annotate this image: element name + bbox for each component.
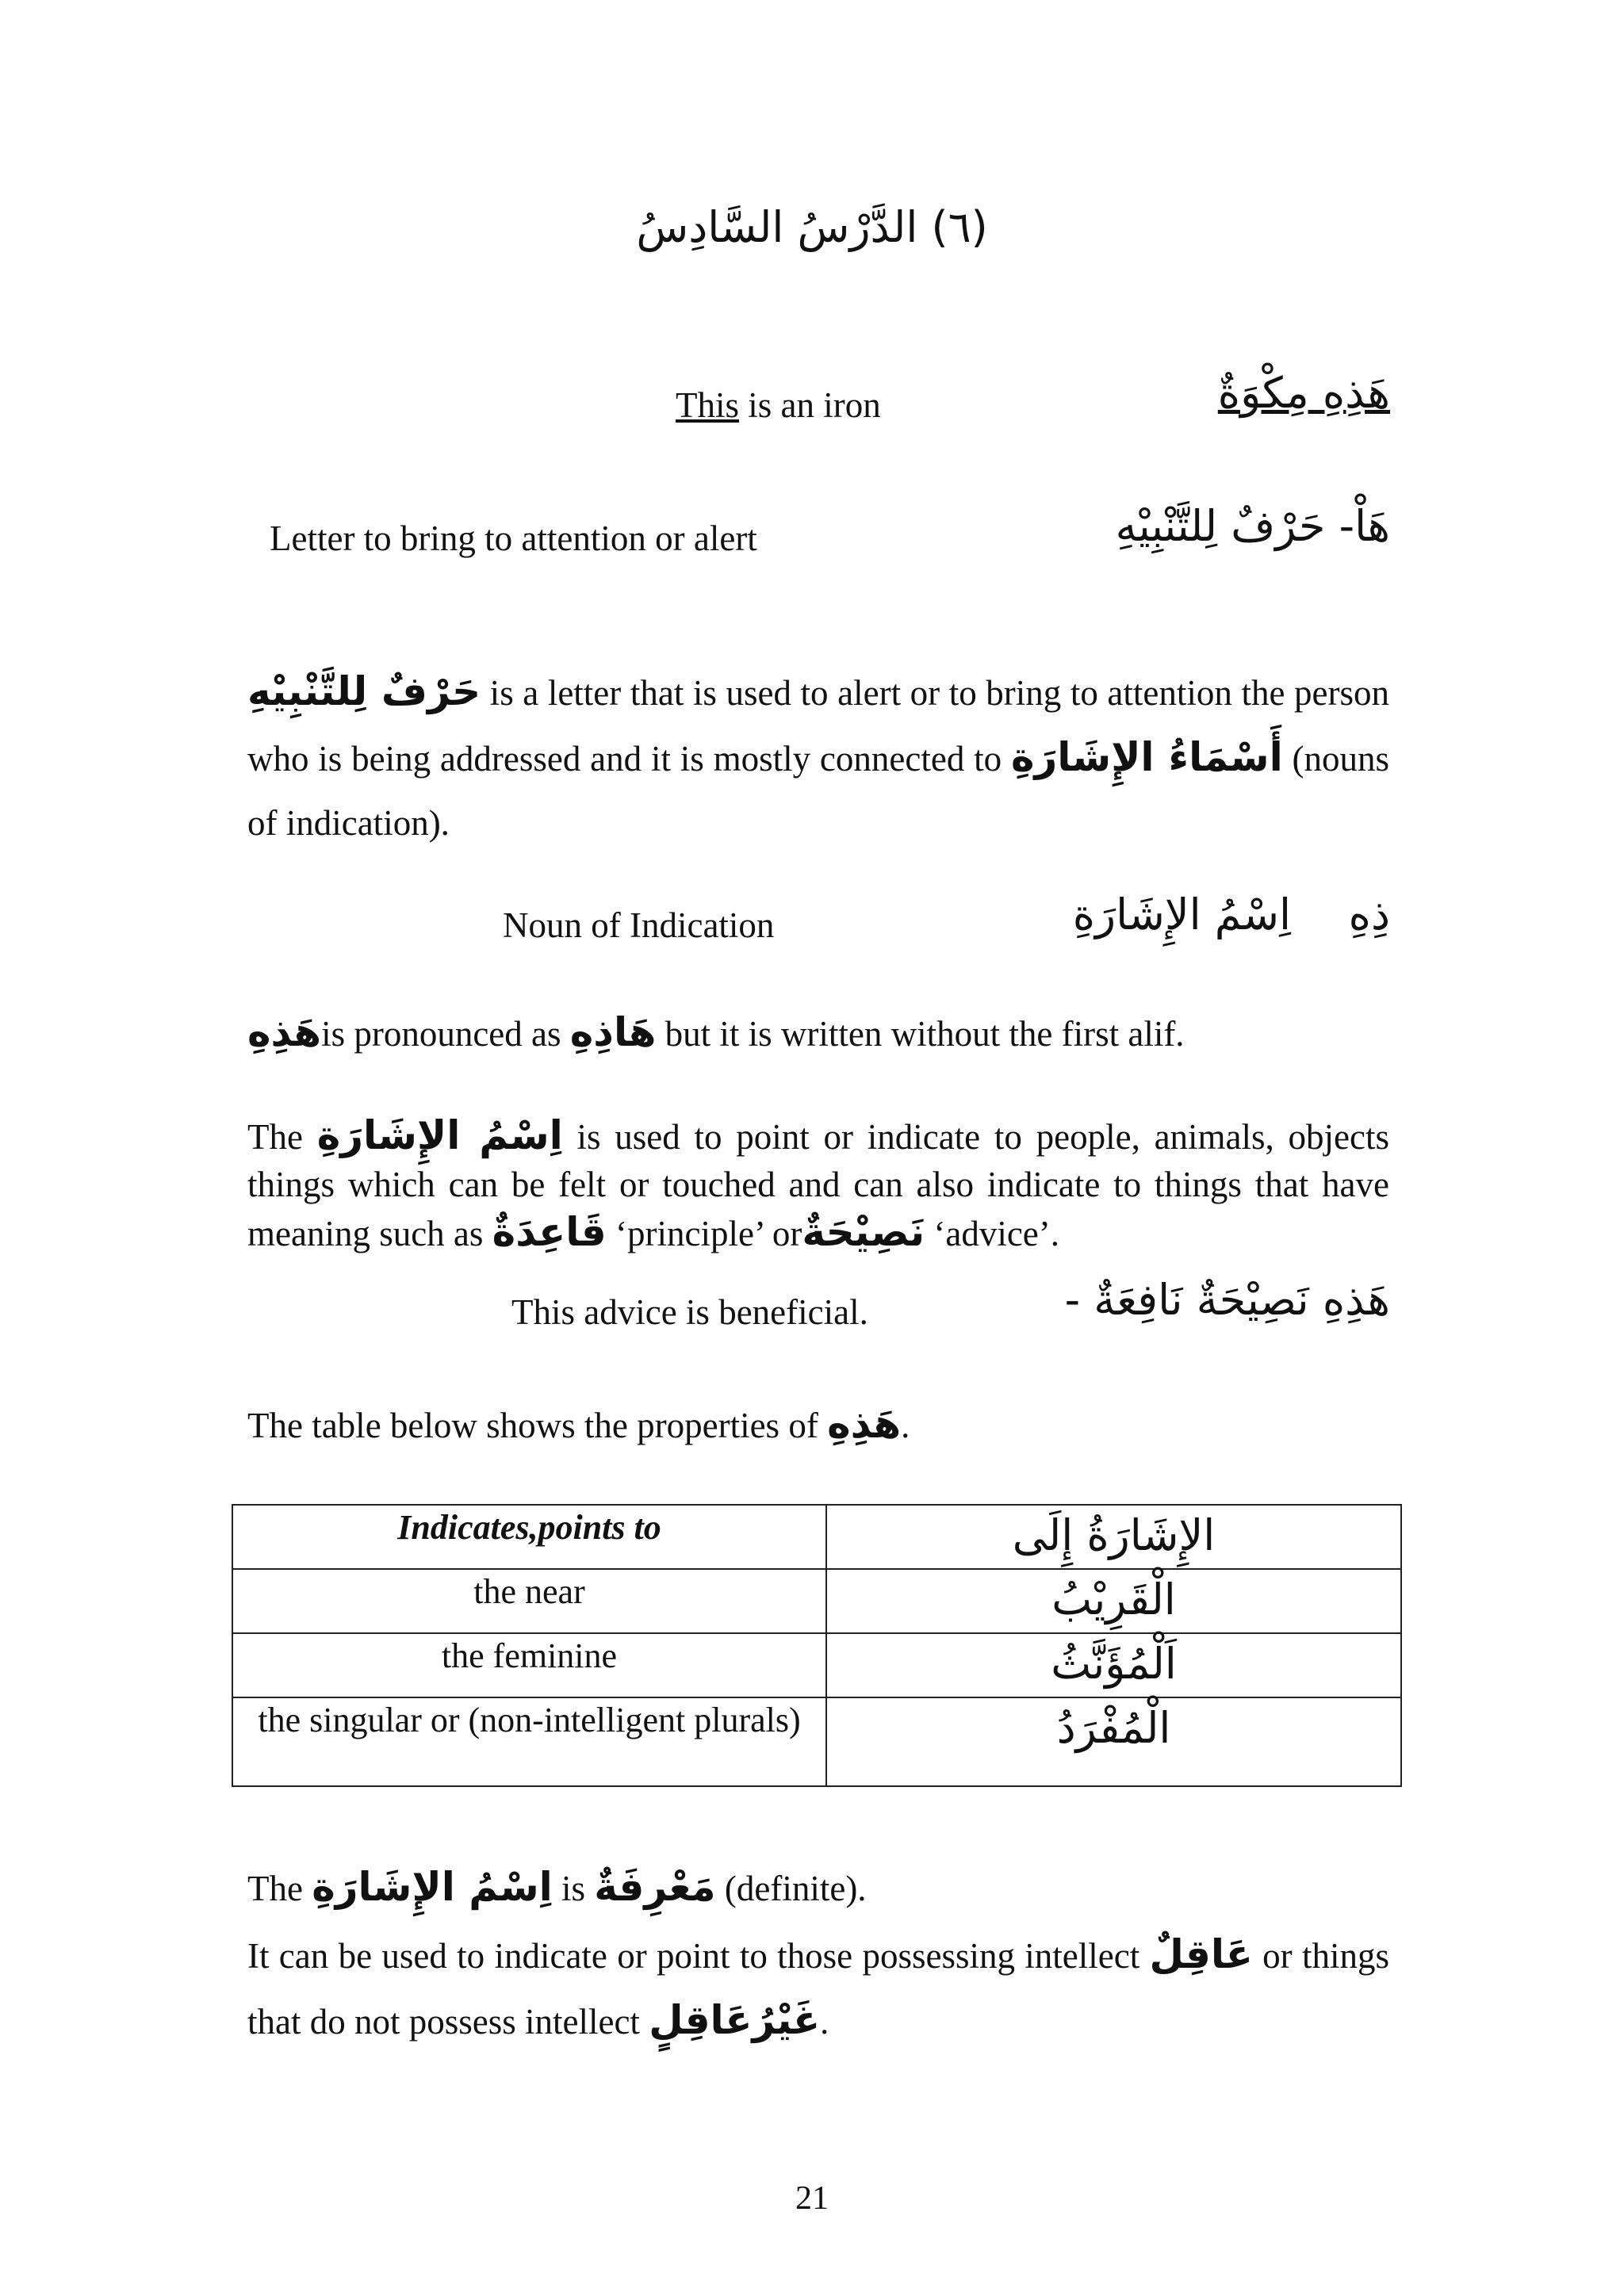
paragraph-text: The table below shows the properties of [247, 1406, 828, 1445]
table-header-arabic: الإِشَارَةُ إِلَى [826, 1505, 1401, 1569]
paragraph-text: (definite). [715, 1869, 867, 1908]
table-cell-english: the singular or (non-intelligent plurals) [232, 1697, 826, 1786]
paragraph-text: is a letter that is used to alert or to bring to attention the person who is being addressed and it is mostly connected to [247, 673, 1389, 779]
paragraph-text: ‘advice’. [925, 1214, 1060, 1253]
paragraph-intellect [247, 1923, 1389, 2054]
ha-definition-arabic: هَاْ- حَرْفٌ لِلتَّنْبِيْهِ [1115, 501, 1390, 551]
paragraph-text: ‘principle’ or [606, 1214, 802, 1253]
paragraph-text: is pronounced as [321, 1014, 570, 1054]
advice-example-english: This advice is beneficial. [511, 1292, 868, 1332]
paragraph-pronunciation [247, 1001, 1389, 1066]
arabic-term: أَسْمَاءُ الإِشَارَةِ [1010, 734, 1283, 780]
arabic-term: نَصِيْحَةٌ [802, 1209, 925, 1255]
table-header-english: Indicates,points to [232, 1505, 826, 1569]
noun-of-indication-arabic: اِسْمُ الإِشَارَةِ [1072, 890, 1291, 939]
page-number: 21 [795, 2180, 829, 2217]
arabic-term: غَيْرُعَاقِلٍ [649, 1997, 821, 2043]
lesson-title: (٦) الدَّرْسُ السَّادِسُ [636, 202, 988, 252]
paragraph-text: (nouns of indication). [247, 739, 1390, 843]
arabic-term: حَرْفٌ لِلتَّنْبِيْهِ [247, 668, 481, 714]
arabic-term: هَذِهِ [827, 1401, 902, 1447]
ha-definition-english: Letter to bring to attention or alert [270, 519, 757, 558]
table-row [232, 1633, 1401, 1697]
arabic-term: قَاعِدَةٌ [492, 1209, 607, 1255]
paragraph-text: . [901, 1406, 910, 1445]
paragraph-text: but it is written without the first alif. [656, 1014, 1185, 1054]
table-cell-arabic: الْقَرِيْبُ [826, 1569, 1401, 1633]
table-header-row [232, 1505, 1401, 1569]
example-translation-rest: is an iron [739, 385, 881, 425]
arabic-term: اِسْمُ الإِشَارَةِ [312, 1864, 553, 1910]
arabic-term: هَاذِهِ [569, 1009, 657, 1055]
example-translation [676, 384, 881, 427]
paragraph-text: It can be used to indicate or point to those possessing intellect [247, 1936, 1150, 1976]
table-cell-arabic: اَلْمُؤَنَّثُ [826, 1633, 1401, 1697]
arabic-term: اِسْمُ الإِشَارَةِ [316, 1112, 563, 1158]
arabic-term: عَاقِلٌ [1149, 1931, 1253, 1977]
arabic-term: هَذِهِ [247, 1009, 322, 1055]
paragraph-text: The [247, 1117, 317, 1157]
paragraph-definite [247, 1855, 1389, 1921]
table-cell-arabic: الْمُفْرَدُ [826, 1697, 1401, 1786]
properties-table [232, 1504, 1402, 1787]
this-word: This [676, 385, 740, 425]
advice-example-arabic: هَذِهِ نَصِيْحَةٌ نَافِعَةٌ - [1064, 1275, 1390, 1325]
paragraph-text: is used to point or indicate to people, animals, objects things which can be felt or touched and can also indicate to things that have meaning such as [247, 1117, 1390, 1253]
paragraph-table-intro [247, 1392, 1389, 1458]
paragraph-text: The [247, 1869, 312, 1908]
table-cell-english: the near [232, 1569, 826, 1633]
paragraph-harf-tanbih [247, 660, 1389, 855]
table-row [232, 1697, 1401, 1786]
table-row [232, 1569, 1401, 1633]
paragraph-text: or things that do not possess intellect [247, 1936, 1389, 2042]
table-cell-english: the feminine [232, 1633, 826, 1697]
paragraph-usage [247, 1112, 1389, 1257]
noun-of-indication-english: Noun of Indication [503, 905, 775, 945]
example-arabic: هَذِهِ مِكْوَةٌ [1217, 368, 1390, 418]
arabic-term: مَعْرِفَةٌ [594, 1864, 716, 1910]
paragraph-text: is [552, 1869, 595, 1908]
dhihi-word: ذِهِ [1348, 890, 1390, 939]
paragraph-text: . [820, 2002, 829, 2042]
